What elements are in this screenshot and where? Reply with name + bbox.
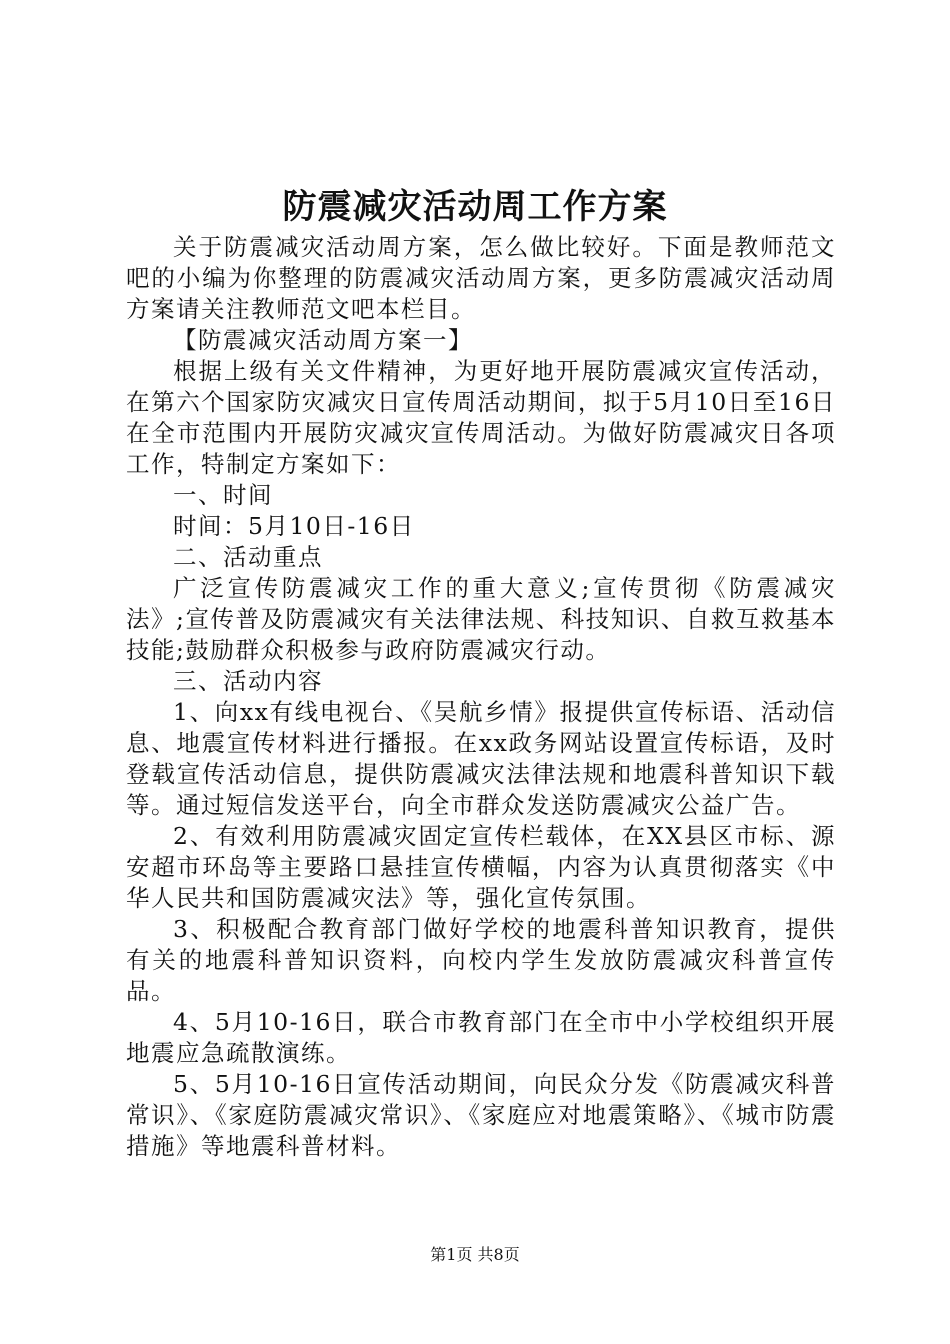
intro-paragraph: 关于防震减灾活动周方案，怎么做比较好。下面是教师范文吧的小编为你整理的防震减灾活动周方案，更多防震减灾活动周方案请关注教师范文吧本栏目。 — [126, 233, 836, 323]
document-body — [126, 232, 836, 1162]
section-heading-plan-one: 【防震减灾活动周方案一】 — [173, 326, 473, 354]
page-footer: 第1页 共8页 — [430, 1245, 520, 1264]
section-heading-focus: 二、活动重点 — [173, 543, 323, 571]
body-paragraph: 根据上级有关文件精神，为更好地开展防震减灾宣传活动，在第六个国家防灾减灾日宣传周活动期间，拟于5月10日至16日在全市范围内开展防灾减灾宣传周活动。为做好防震减灾日各项工作，特制定方案如下： — [126, 357, 836, 478]
body-paragraph: 时间：5月10日-16日 — [173, 512, 415, 540]
list-item: 4、5月10-16日，联合市教育部门在全市中小学校组织开展地震应急疏散演练。 — [126, 1008, 836, 1067]
body-paragraph: 广泛宣传防震减灾工作的重大意义;宣传贯彻《防震减灾法》;宣传普及防震减灾有关法律法规、科技知识、自救互救基本技能;鼓励群众积极参与政府防震减灾行动。 — [126, 574, 836, 664]
list-item: 3、积极配合教育部门做好学校的地震科普知识教育，提供有关的地震科普知识资料，向校内学生发放防震减灾科普宣传品。 — [126, 915, 836, 1005]
list-item: 2、有效利用防震减灾固定宣传栏载体，在XX县区市标、源安超市环岛等主要路口悬挂宣传横幅，内容为认真贯彻落实《中华人民共和国防震减灾法》等，强化宣传氛围。 — [126, 822, 836, 912]
list-item: 5、5月10-16日宣传活动期间，向民众分发《防震减灾科普常识》、《家庭防震减灾常识》、《家庭应对地震策略》、《城市防震措施》等地震科普材料。 — [126, 1070, 836, 1160]
section-heading-time: 一、时间 — [173, 481, 273, 509]
section-heading-content: 三、活动内容 — [173, 667, 323, 695]
document-title: 防震减灾活动周工作方案 — [282, 187, 668, 227]
list-item: 1、向xx有线电视台、《吴航乡情》报提供宣传标语、活动信息、地震宣传材料进行播报。在xx政务网站设置宣传标语，及时登载宣传活动信息，提供防震减灾法律法规和地震科普知识下载等。通过短信发送平台，向全市群众发送防震减灾公益广告。 — [126, 698, 836, 819]
